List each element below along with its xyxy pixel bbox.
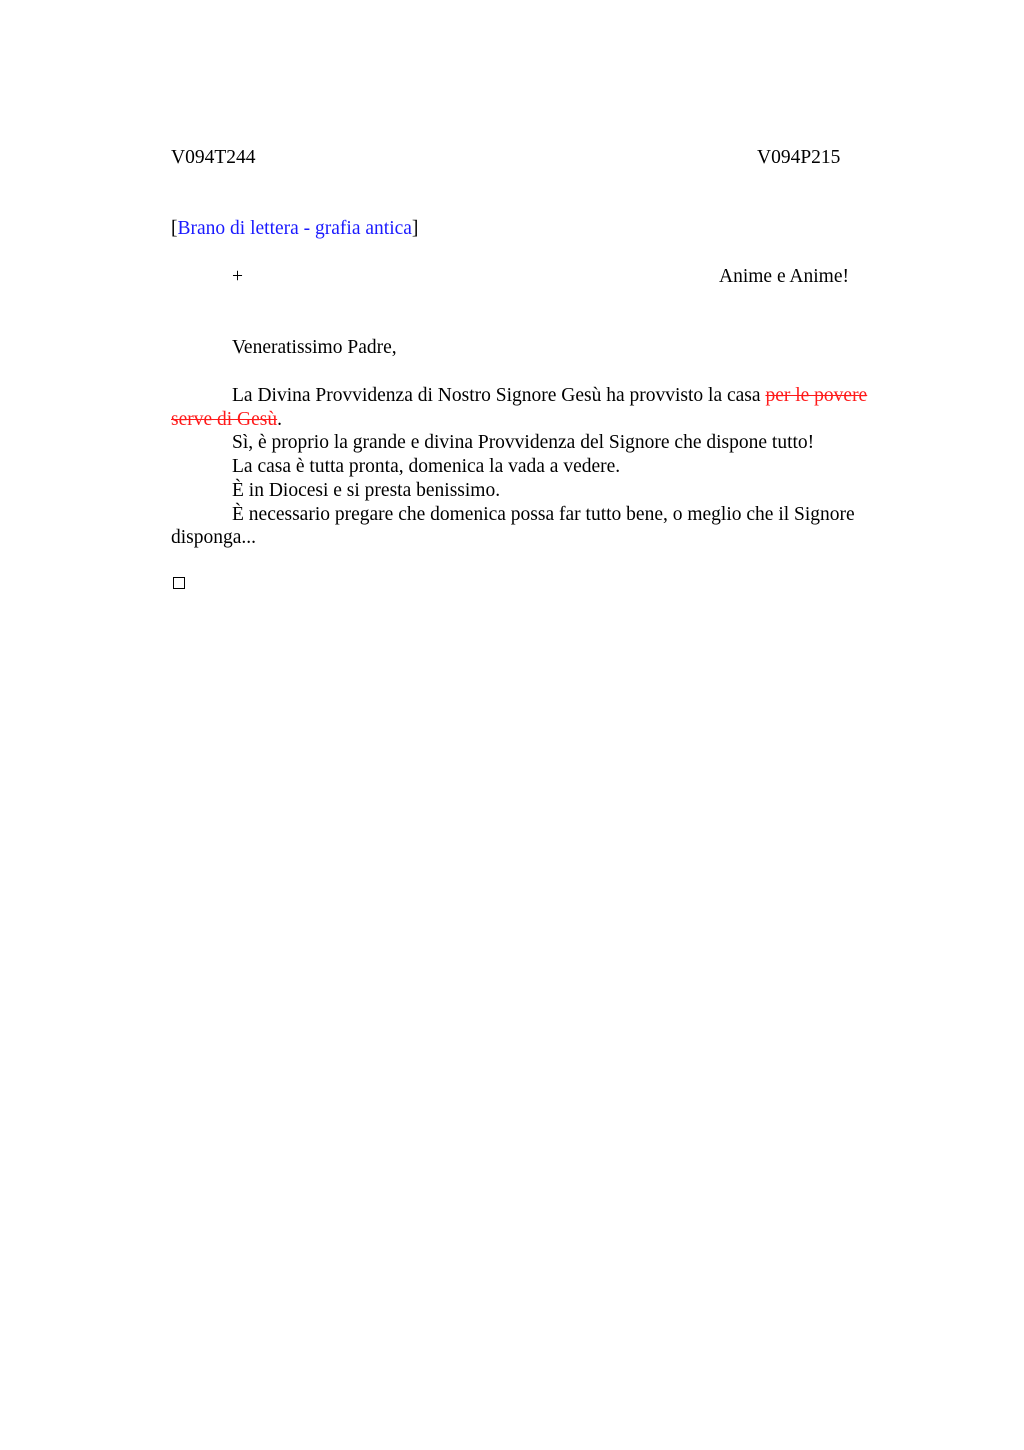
letter-body	[171, 384, 911, 550]
note-text: Brano di lettera - grafia antica	[177, 218, 412, 239]
paragraph-1	[171, 384, 911, 431]
paragraph-1-end: .	[277, 408, 283, 430]
paragraph-1-text: La Divina Provvidenza di Nostro Signore Gesù ha provvisto la casa	[232, 385, 766, 406]
letter-motto: Anime e Anime!	[719, 266, 849, 287]
deleted-text: per le povere serve di Gesù	[171, 385, 868, 430]
paragraph-5: È necessario pregare che domenica possa far tutto bene, o meglio che il Signore disponga...	[171, 503, 855, 549]
square-outline-icon	[173, 577, 185, 589]
note-open-bracket: [	[171, 218, 178, 239]
editorial-note	[171, 217, 418, 241]
salutation: Veneratissimo Padre,	[232, 337, 397, 358]
note-close-bracket: ]	[411, 218, 419, 239]
paragraph-3: La casa è tutta pronta, domenica la vada a vedere.	[232, 456, 621, 478]
paragraph-4: È in Diocesi e si presta benissimo.	[232, 479, 501, 501]
document-reference-right: V094P215	[757, 147, 841, 168]
cross-symbol: +	[232, 266, 243, 287]
document-reference-left: V094T244	[171, 147, 256, 168]
paragraph-2: Sì, è proprio la grande e divina Provvidenza del Signore che dispone tutto!	[232, 432, 815, 454]
